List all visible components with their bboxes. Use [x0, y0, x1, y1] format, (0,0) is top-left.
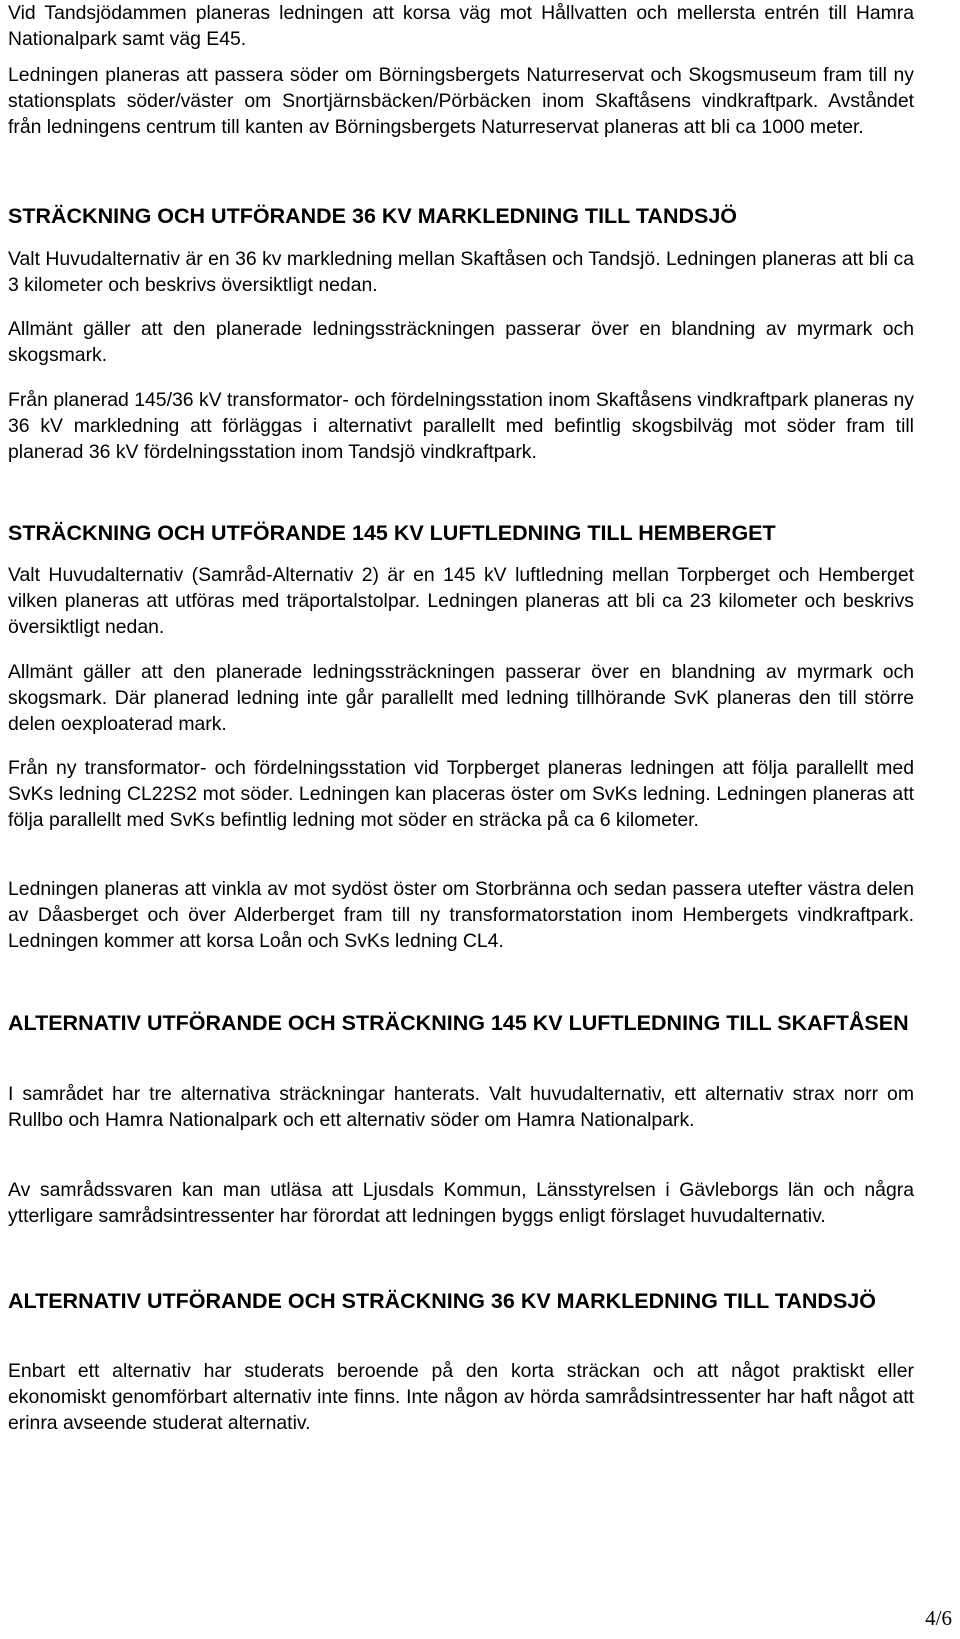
intro-paragraph-1: Vid Tandsjödammen planeras ledningen att korsa väg mot Hållvatten och mellersta entrén till Hamra Nationalpark samt väg E45. [8, 2, 914, 50]
intro-paragraph-2: Ledningen planeras att passera söder om Börningsbergets Naturreservat och Skogsmuseum fram till ny stationsplats söder/väster om Snortjärnsbäcken/Pörbäcken inom Skaftåsens vindkraftpark. Avståndet från ledningens centrum till kanten av Börningsbergets Naturreservat planeras att bli ca 1000 meter. [8, 64, 914, 138]
section-3-paragraph-2: Av samrådssvaren kan man utläsa att Ljusdals Kommun, Länsstyrelsen i Gävleborgs län och några ytterligare samrådsintressenter har förordat att ledningen byggs enligt förslaget huvudalternativ. [8, 1179, 914, 1227]
section-3-paragraph-1: I samrådet har tre alternativa sträckningar hanterats. Valt huvudalternativ, ett alternativ strax norr om Rullbo och Hamra Nationalpark och ett alternativ söder om Hamra Nationalpark. [8, 1083, 914, 1131]
section-heading-36kv-route: STRÄCKNING OCH UTFÖRANDE 36 KV MARKLEDNING TILL TANDSJÖ [8, 204, 738, 228]
section-1-paragraph-2: Allmänt gäller att den planerade ledningssträckningen passerar över en blandning av myrmark och skogsmark. [8, 318, 914, 366]
section-1-paragraph-1: Valt Huvudalternativ är en 36 kv markledning mellan Skaftåsen och Tandsjö. Ledningen planeras att bli ca 3 kilometer och beskrivs översiktligt nedan. [8, 248, 914, 296]
section-heading-36kv-alternatives: ALTERNATIV UTFÖRANDE OCH STRÄCKNING 36 KV MARKLEDNING TILL TANDSJÖ [8, 1289, 876, 1313]
section-2-paragraph-2: Allmänt gäller att den planerade ledningssträckningen passerar över en blandning av myrmark och skogsmark. Där planerad ledning inte går parallellt med ledning tillhörande SvK planeras den till större delen oexploaterad mark. [8, 661, 914, 735]
section-1-paragraph-3: Från planerad 145/36 kV transformator- och fördelningsstation inom Skaftåsens vindkraftpark planeras ny 36 kV markledning att förläggas i alternativt parallellt med befintlig skogsbilväg mot söder fram till planerad 36 kV fördelningsstation inom Tandsjö vindkraftpark. [8, 389, 914, 463]
section-heading-145kv-alternatives: ALTERNATIV UTFÖRANDE OCH STRÄCKNING 145 KV LUFTLEDNING TILL SKAFTÅSEN [8, 1011, 909, 1035]
page-number: 4/6 [925, 1606, 952, 1630]
section-heading-145kv-route: STRÄCKNING OCH UTFÖRANDE 145 KV LUFTLEDNING TILL HEMBERGET [8, 521, 776, 545]
section-2-paragraph-1: Valt Huvudalternativ (Samråd-Alternativ 2) är en 145 kV luftledning mellan Torpberget och Hemberget vilken planeras att utföras med träportalstolpar. Ledningen planeras att bli ca 23 kilometer och beskrivs översiktligt nedan. [8, 564, 914, 638]
section-2-paragraph-3: Från ny transformator- och fördelningsstation vid Torpberget planeras ledningen att följa parallellt med SvKs ledning CL22S2 mot söder. Ledningen kan placeras öster om SvKs ledning. Ledningen planeras att följa parallellt med SvKs befintlig ledning mot söder en sträcka på ca 6 kilometer. [8, 757, 914, 831]
section-4-paragraph-1: Enbart ett alternativ har studerats beroende på den korta sträckan och att något praktiskt eller ekonomiskt genomförbart alternativ inte finns. Inte någon av hörda samrådsintressenter har haft något att erinra avseende studerat alternativ. [8, 1360, 914, 1434]
section-2-paragraph-4: Ledningen planeras att vinkla av mot sydöst öster om Storbränna och sedan passera utefter västra delen av Dåasberget och över Alderberget fram till ny transformatorstation inom Hembergets vindkraftpark. Ledningen kommer att korsa Loån och SvKs ledning CL4. [8, 878, 914, 952]
